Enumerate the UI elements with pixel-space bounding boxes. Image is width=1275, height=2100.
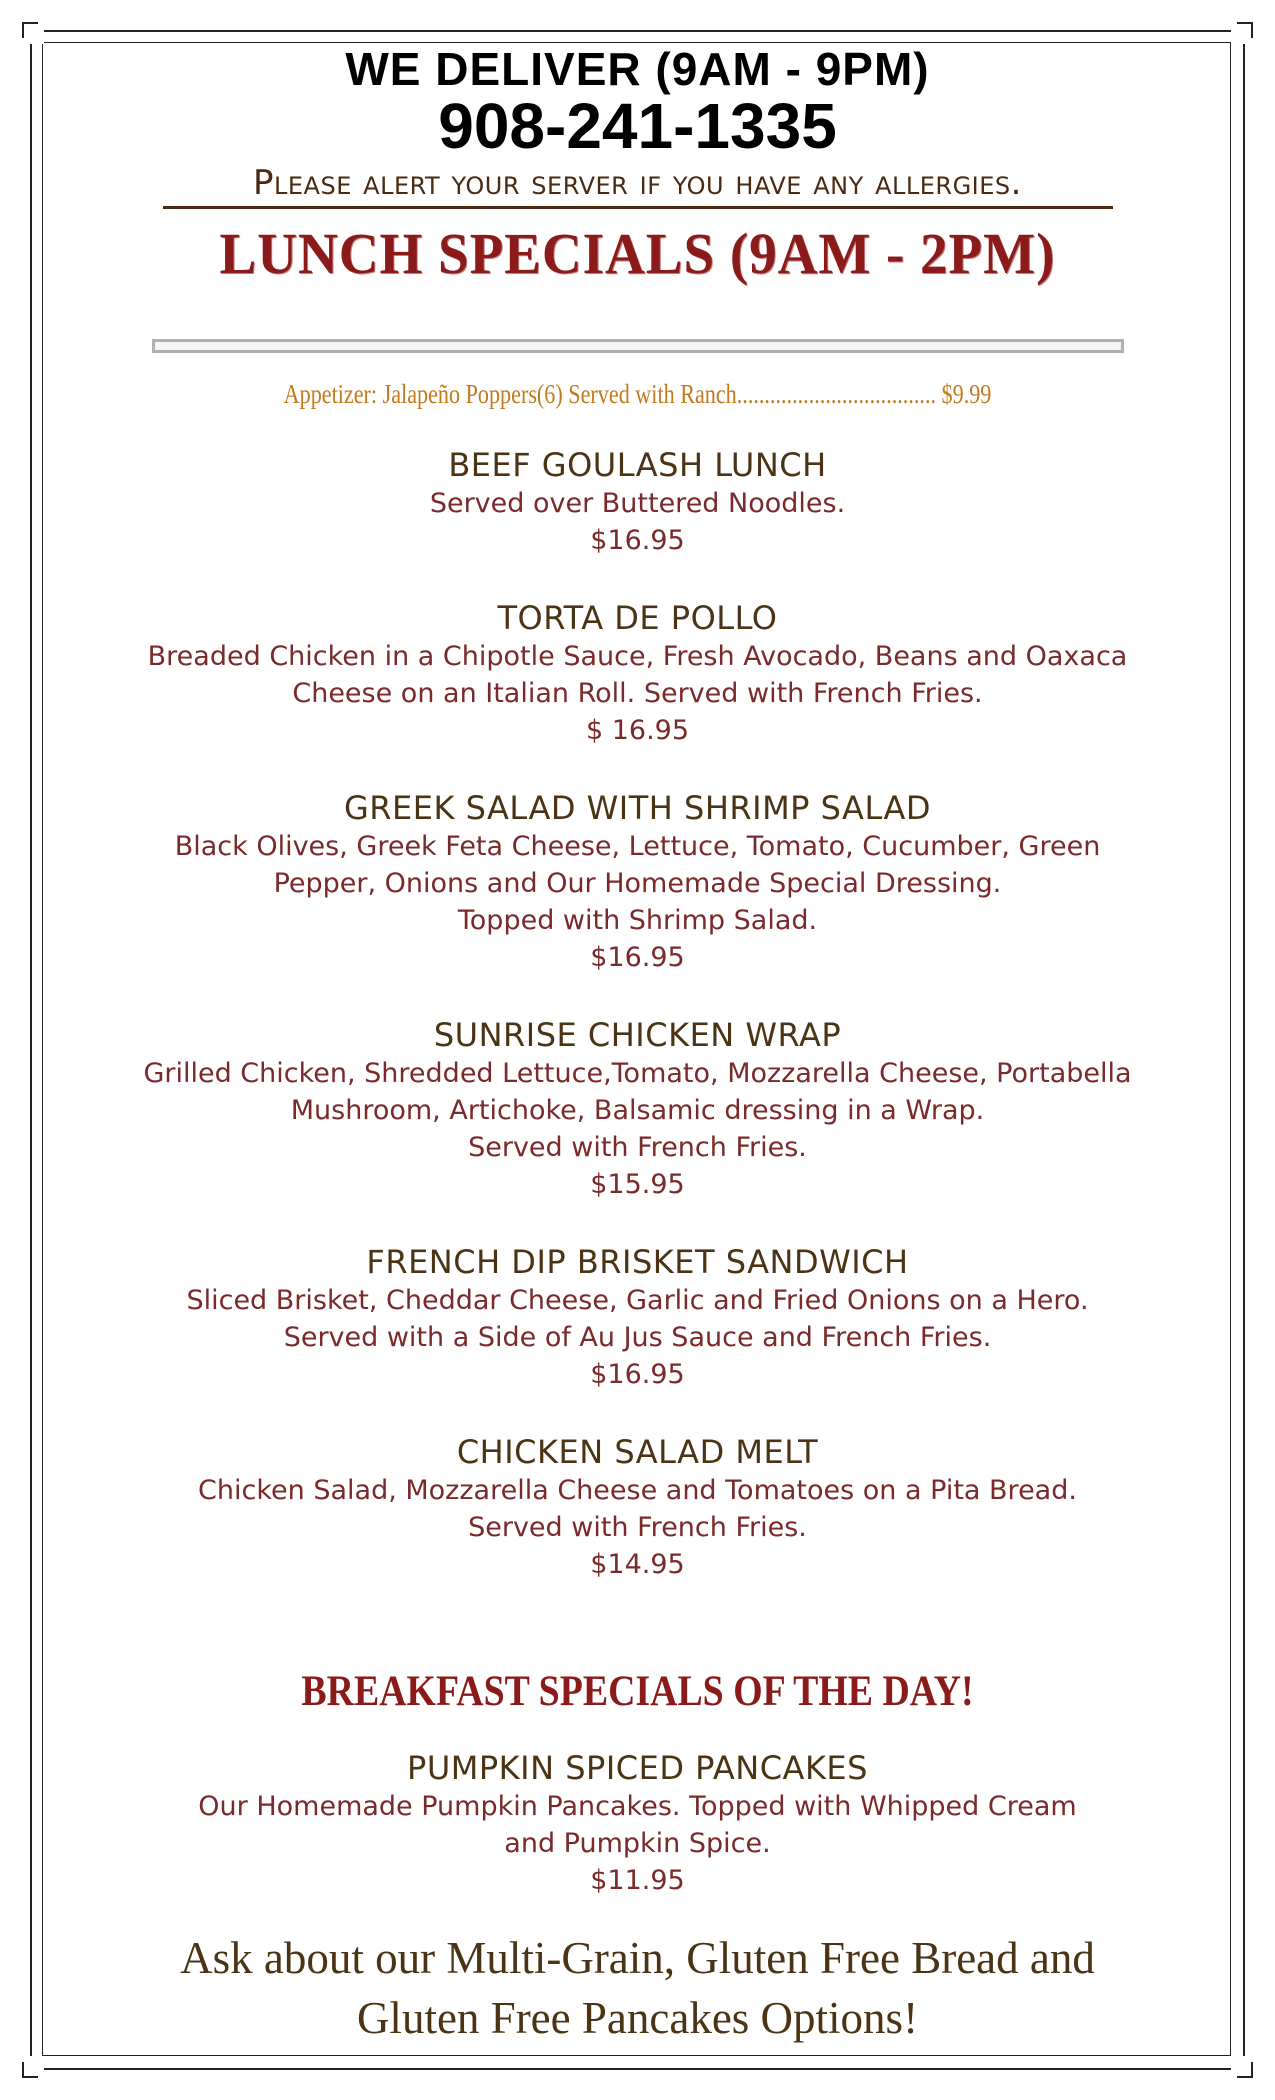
section-divider-bar xyxy=(152,339,1124,353)
allergy-notice: Please alert your server if you have any allergies. xyxy=(163,162,1113,209)
item-description: Served over Buttered Noodles. xyxy=(429,488,846,519)
menu-item xyxy=(60,1015,1215,1204)
item-name: BEEF GOULASH LUNCH xyxy=(448,446,827,484)
lunch-specials-title: LUNCH SPECIALS (9AM - 2PM) xyxy=(219,221,1056,286)
item-name: CHICKEN SALAD MELT xyxy=(456,1433,819,1471)
item-price: $ 16.95 xyxy=(585,715,690,746)
menu-item xyxy=(60,1432,1215,1584)
corner-ornament-top-right xyxy=(1231,22,1253,44)
menu-item xyxy=(60,598,1215,750)
item-price: $16.95 xyxy=(590,1359,685,1390)
item-description: Chicken Salad, Mozzarella Cheese and Tomatoes on a Pita Bread. Served with French Fries. xyxy=(198,1475,1077,1543)
item-description: Grilled Chicken, Shredded Lettuce,Tomato, Mozzarella Cheese, Portabella Mushroom, Artichoke, Balsamic dressing in a Wrap. Served with French Fries. xyxy=(143,1058,1132,1163)
gluten-free-notice: Ask about our Multi-Grain, Gluten Free Bread and Gluten Free Pancakes Options! xyxy=(180,1933,1095,2043)
item-price: $16.95 xyxy=(590,525,685,556)
item-description: Black Olives, Greek Feta Cheese, Lettuce, Tomato, Cucumber, Green Pepper, Onions and Our Homemade Special Dressing. Topped with Shrimp Salad. xyxy=(174,831,1101,936)
menu-item xyxy=(60,445,1215,560)
item-name: TORTA DE POLLO xyxy=(497,599,778,637)
corner-ornament-top-left xyxy=(22,22,44,44)
item-price: $16.95 xyxy=(590,942,685,973)
item-price: $11.95 xyxy=(590,1865,685,1896)
item-price: $15.95 xyxy=(590,1169,685,1200)
item-description: Sliced Brisket, Cheddar Cheese, Garlic and Fried Onions on a Hero. Served with a Side of Au Jus Sauce and French Fries. xyxy=(186,1285,1089,1353)
menu-item xyxy=(60,788,1215,977)
appetizer-line: Appetizer: Jalapeño Poppers(6) Served with Ranch.................................... $9.99 xyxy=(283,379,992,409)
item-price: $14.95 xyxy=(590,1549,685,1580)
item-description: Our Homemade Pumpkin Pancakes. Topped with Whipped Cream and Pumpkin Spice. xyxy=(198,1791,1077,1859)
item-name: GREEK SALAD WITH SHRIMP SALAD xyxy=(343,789,932,827)
corner-ornament-bottom-left xyxy=(22,2056,44,2078)
item-name: PUMPKIN SPICED PANCAKES xyxy=(407,1749,868,1787)
breakfast-specials-title: BREAKFAST SPECIALS OF THE DAY! xyxy=(301,1668,974,1715)
item-name: SUNRISE CHICKEN WRAP xyxy=(433,1016,842,1054)
menu-content xyxy=(60,44,1215,2048)
phone-number: 908-241-1335 xyxy=(438,90,837,162)
item-description: Breaded Chicken in a Chipotle Sauce, Fresh Avocado, Beans and Oaxaca Cheese on an Italian Roll. Served with French Fries. xyxy=(147,641,1128,709)
corner-ornament-bottom-right xyxy=(1231,2056,1253,2078)
delivery-hours: WE DELIVER (9AM - 9PM) xyxy=(345,43,930,95)
menu-item xyxy=(60,1242,1215,1394)
menu-item xyxy=(60,1748,1215,1900)
item-name: FRENCH DIP BRISKET SANDWICH xyxy=(366,1243,909,1281)
